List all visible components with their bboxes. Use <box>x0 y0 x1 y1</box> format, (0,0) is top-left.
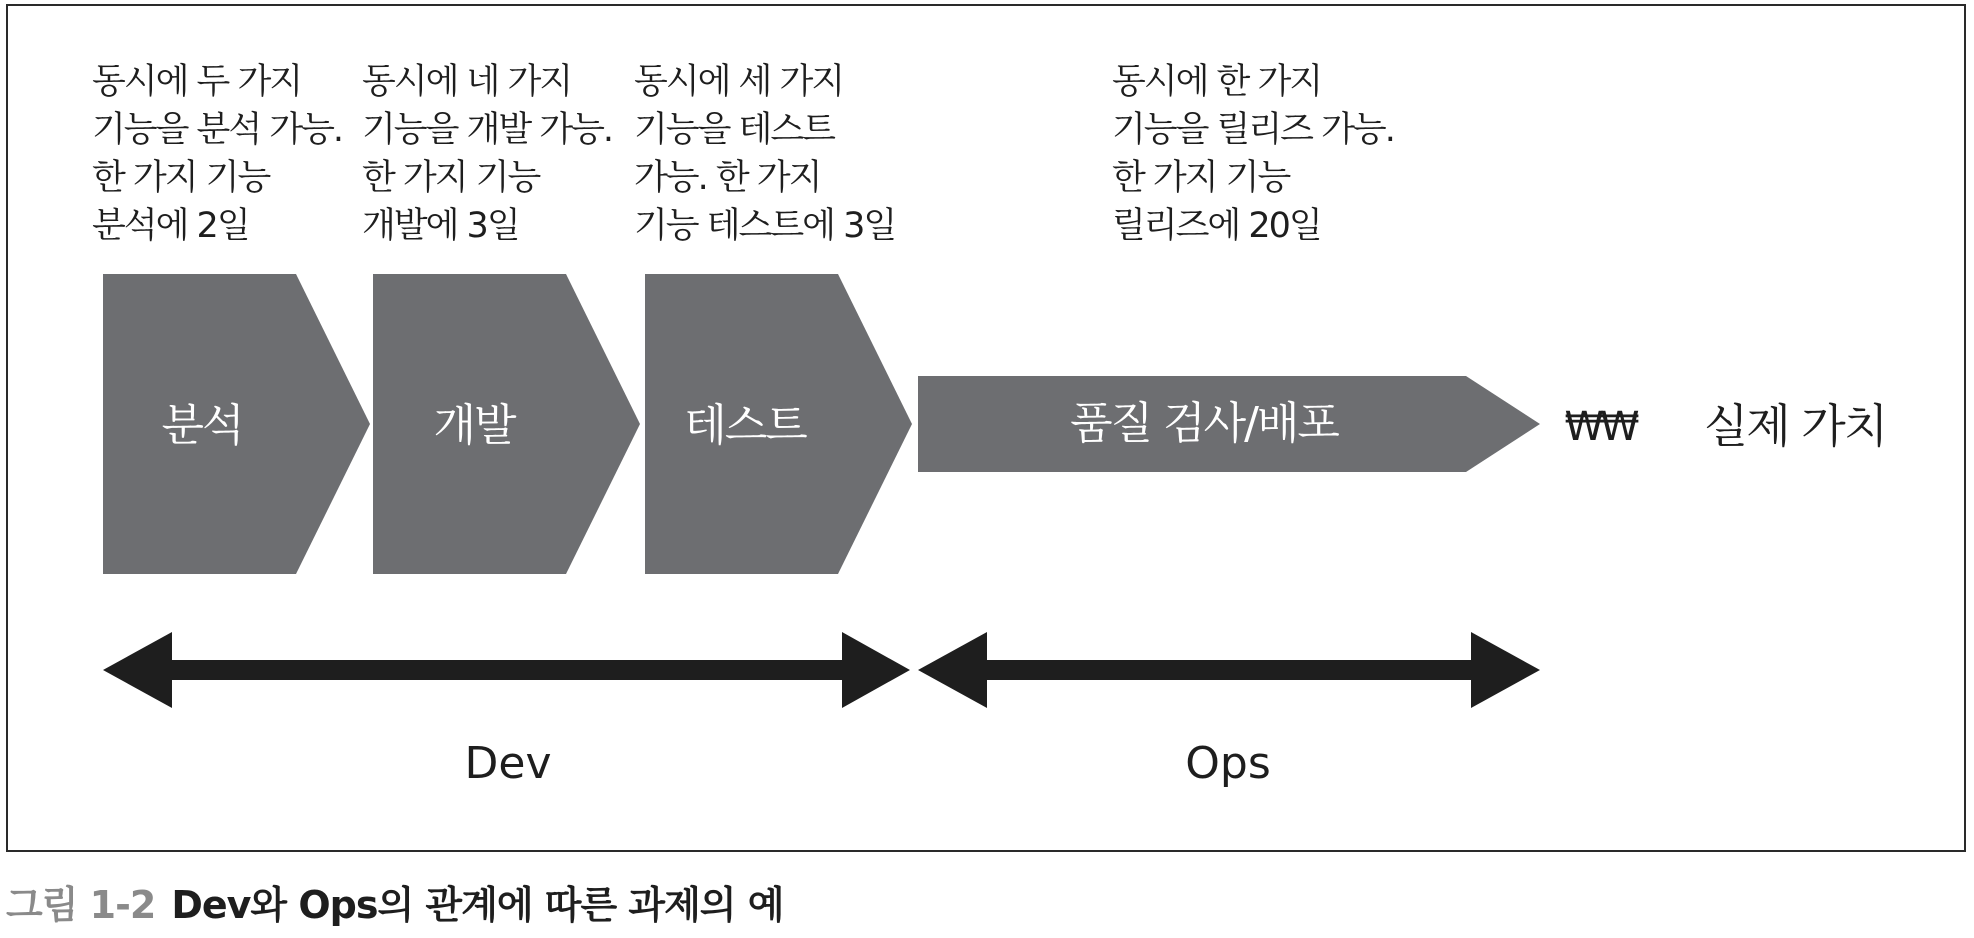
description-line: 한 가지 기능 <box>1112 158 1290 198</box>
description-line: 동시에 네 가지 <box>362 62 572 102</box>
description-line: 기능을 분석 가능. <box>92 110 343 150</box>
group-label-ops: Ops <box>1185 738 1271 789</box>
caption-text: Dev와 Ops의 관계에 따른 과제의 예 <box>171 883 784 927</box>
description-line: 동시에 두 가지 <box>92 62 302 102</box>
description-line: 기능을 테스트 <box>634 110 834 150</box>
stage-label-analysis: 분석 <box>161 400 243 451</box>
dev-double-arrow <box>103 632 910 708</box>
stage-label-release: 품질 검사/배포 <box>1070 398 1338 449</box>
figure-caption <box>6 880 783 930</box>
stage-label-test: 테스트 <box>684 400 806 451</box>
description-line: 기능을 릴리즈 가능. <box>1112 110 1394 150</box>
won-symbol: ₩₩ <box>1564 404 1636 450</box>
description-line: 릴리즈에 20일 <box>1112 206 1321 246</box>
description-line: 개발에 3일 <box>362 206 519 246</box>
description-line: 동시에 한 가지 <box>1112 62 1322 102</box>
description-line: 분석에 2일 <box>92 206 249 246</box>
description-line: 가능. 한 가지 <box>634 158 821 198</box>
description-line: 한 가지 기능 <box>92 158 270 198</box>
description-line: 한 가지 기능 <box>362 158 540 198</box>
group-label-dev: Dev <box>464 738 552 789</box>
description-line: 동시에 세 가지 <box>634 62 844 102</box>
ops-double-arrow <box>918 632 1540 708</box>
description-line: 기능을 개발 가능. <box>362 110 613 150</box>
caption-number: 그림 1-2 <box>6 883 156 927</box>
description-line: 기능 테스트에 3일 <box>634 206 896 246</box>
stage-label-development: 개발 <box>433 400 515 451</box>
value-label: 실제 가치 <box>1703 399 1887 453</box>
